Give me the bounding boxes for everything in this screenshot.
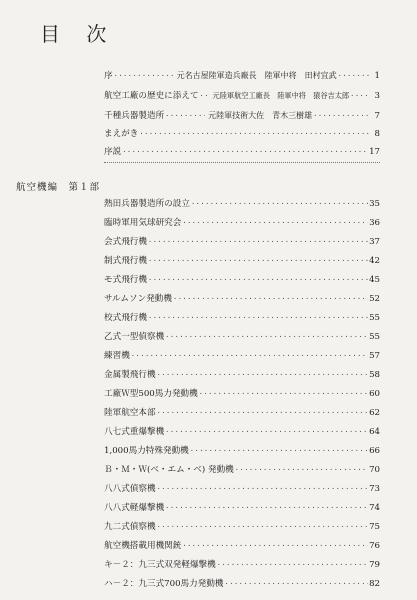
dot-leader — [199, 388, 368, 400]
dot-leader — [182, 540, 368, 552]
entry-label: 1,000馬力特殊発動機 — [104, 446, 189, 456]
dot-leader — [157, 521, 368, 533]
entry-page: 82 — [369, 579, 380, 589]
dot-leader — [122, 146, 368, 158]
toc-entry[interactable] — [104, 574, 380, 590]
entry-label: モ式飛行機 — [104, 275, 147, 285]
toc-entry[interactable] — [104, 308, 380, 324]
entry-page: 37 — [369, 237, 380, 247]
entry-label: 千種兵器製造所 — [104, 111, 165, 121]
entry-page: 17 — [369, 147, 380, 157]
entry-label: 会式飛行機 — [104, 237, 147, 247]
toc-entry[interactable] — [104, 346, 380, 362]
entry-label: 序 — [104, 71, 113, 81]
toc-entry[interactable] — [104, 536, 380, 552]
entry-page: 52 — [369, 294, 380, 304]
entry-label: 序説 — [104, 147, 122, 157]
section-heading: 航空機編 第１部 — [16, 182, 101, 193]
entry-label: 校式飛行機 — [104, 313, 147, 323]
dot-leader — [165, 110, 205, 122]
entry-page: 42 — [369, 256, 380, 266]
entry-page: 1 — [374, 71, 380, 81]
entry-label: キ－２：九三式双発軽爆撃機 — [104, 560, 216, 570]
dot-leader — [114, 70, 174, 82]
dot-leader — [148, 274, 368, 286]
entry-label: 熱田兵器製造所の設立 — [104, 199, 190, 209]
entry-label: 九二式偵察機 — [104, 522, 156, 532]
entry-label: ハ－２：九三式700馬力発動機 — [104, 579, 224, 589]
entry-page: 70 — [369, 465, 380, 475]
toc-entry[interactable] — [104, 403, 380, 419]
toc-entry[interactable] — [104, 327, 380, 343]
dot-leader — [190, 445, 368, 457]
toc-entry-history[interactable] — [104, 86, 380, 102]
entry-page: 36 — [369, 218, 380, 228]
dot-leader — [217, 559, 368, 571]
toc-entry[interactable] — [104, 460, 380, 476]
toc-entry-preface[interactable] — [104, 66, 380, 82]
dot-leader — [165, 331, 368, 343]
entry-page: 55 — [369, 313, 380, 323]
dot-leader — [200, 90, 210, 102]
entry-page: 8 — [374, 129, 380, 139]
toc-entry-foreword[interactable] — [104, 124, 380, 140]
toc-entry[interactable] — [104, 194, 380, 210]
entry-label: まえがき — [104, 129, 139, 139]
toc-entry[interactable] — [104, 441, 380, 457]
dot-leader — [235, 464, 368, 476]
entry-label: サルムソン発動機 — [104, 294, 172, 304]
toc-entry[interactable] — [104, 517, 380, 533]
entry-author: 元陸軍技術大佐 青木三樹雄 — [208, 111, 313, 120]
entry-page: 73 — [369, 484, 380, 494]
entry-label: 練習機 — [104, 351, 130, 361]
dot-leader — [191, 198, 368, 210]
entry-page: 76 — [369, 541, 380, 551]
toc-entry[interactable] — [104, 384, 380, 400]
entry-label: 工廠Ｗ型500馬力発動機 — [104, 389, 198, 399]
toc-entry[interactable] — [104, 289, 380, 305]
entry-page: 62 — [369, 408, 380, 418]
dot-leader — [148, 236, 368, 248]
separator-line — [104, 162, 380, 163]
entry-page: 3 — [374, 91, 380, 101]
entry-page: 66 — [369, 446, 380, 456]
dot-leader — [165, 502, 368, 514]
dot-leader — [338, 70, 369, 82]
dot-leader — [313, 110, 369, 122]
dot-leader — [225, 578, 369, 590]
entry-label: 乙式一型偵察機 — [104, 332, 165, 342]
entry-author: 元名古屋陸軍造兵廠長 陸軍中将 田村宜武 — [176, 71, 337, 80]
dot-leader — [350, 90, 369, 102]
page-title: 目 次 — [40, 22, 117, 46]
toc-entry[interactable] — [104, 213, 380, 229]
toc-entry[interactable] — [104, 498, 380, 514]
entry-page: 64 — [369, 427, 380, 437]
entry-author: 元陸軍航空工廠長 陸軍中将 猿谷吉太郎 — [212, 91, 350, 100]
entry-label: 八八式偵察機 — [104, 484, 156, 494]
entry-page: 57 — [369, 351, 380, 361]
entry-page: 7 — [374, 111, 380, 121]
dot-leader — [165, 426, 368, 438]
entry-label: Ｂ・Ｍ・Ｗ(ベ・エム・ベ) 発動機 — [104, 465, 234, 475]
dot-leader — [182, 217, 368, 229]
dot-leader — [173, 293, 368, 305]
entry-page: 60 — [369, 389, 380, 399]
entry-page: 45 — [369, 275, 380, 285]
dot-leader — [131, 350, 368, 362]
entry-label: 航空機搭載用機関銃 — [104, 541, 182, 551]
entry-page: 58 — [369, 370, 380, 380]
entry-label: 金属製飛行機 — [104, 370, 156, 380]
toc-entry[interactable] — [104, 479, 380, 495]
entry-page: 35 — [369, 199, 380, 209]
entry-page: 55 — [369, 332, 380, 342]
toc-entry[interactable] — [104, 365, 380, 381]
toc-entry[interactable] — [104, 270, 380, 286]
entry-label: 八八式軽爆撃機 — [104, 503, 165, 513]
entry-page: 79 — [369, 560, 380, 570]
toc-entry-introduction[interactable] — [104, 142, 380, 158]
dot-leader — [148, 255, 368, 267]
toc-entry[interactable] — [104, 251, 380, 267]
toc-entry-chikusa[interactable] — [104, 106, 380, 122]
entry-label: 制式飛行機 — [104, 256, 147, 266]
dot-leader — [157, 483, 368, 495]
dot-leader — [148, 312, 368, 324]
entry-label: 臨時軍用気球研究会 — [104, 218, 182, 228]
entry-page: 74 — [369, 503, 380, 513]
entry-page: 75 — [369, 522, 380, 532]
dot-leader — [157, 407, 368, 419]
entry-label: 陸軍航空本部 — [104, 408, 156, 418]
toc-entry[interactable] — [104, 555, 380, 571]
toc-entry[interactable] — [104, 232, 380, 248]
dot-leader — [157, 369, 368, 381]
entry-label: 八七式重爆撃機 — [104, 427, 165, 437]
dot-leader — [139, 128, 369, 140]
entry-label: 航空工廠の歴史に添えて — [104, 91, 199, 101]
toc-entry[interactable] — [104, 422, 380, 438]
